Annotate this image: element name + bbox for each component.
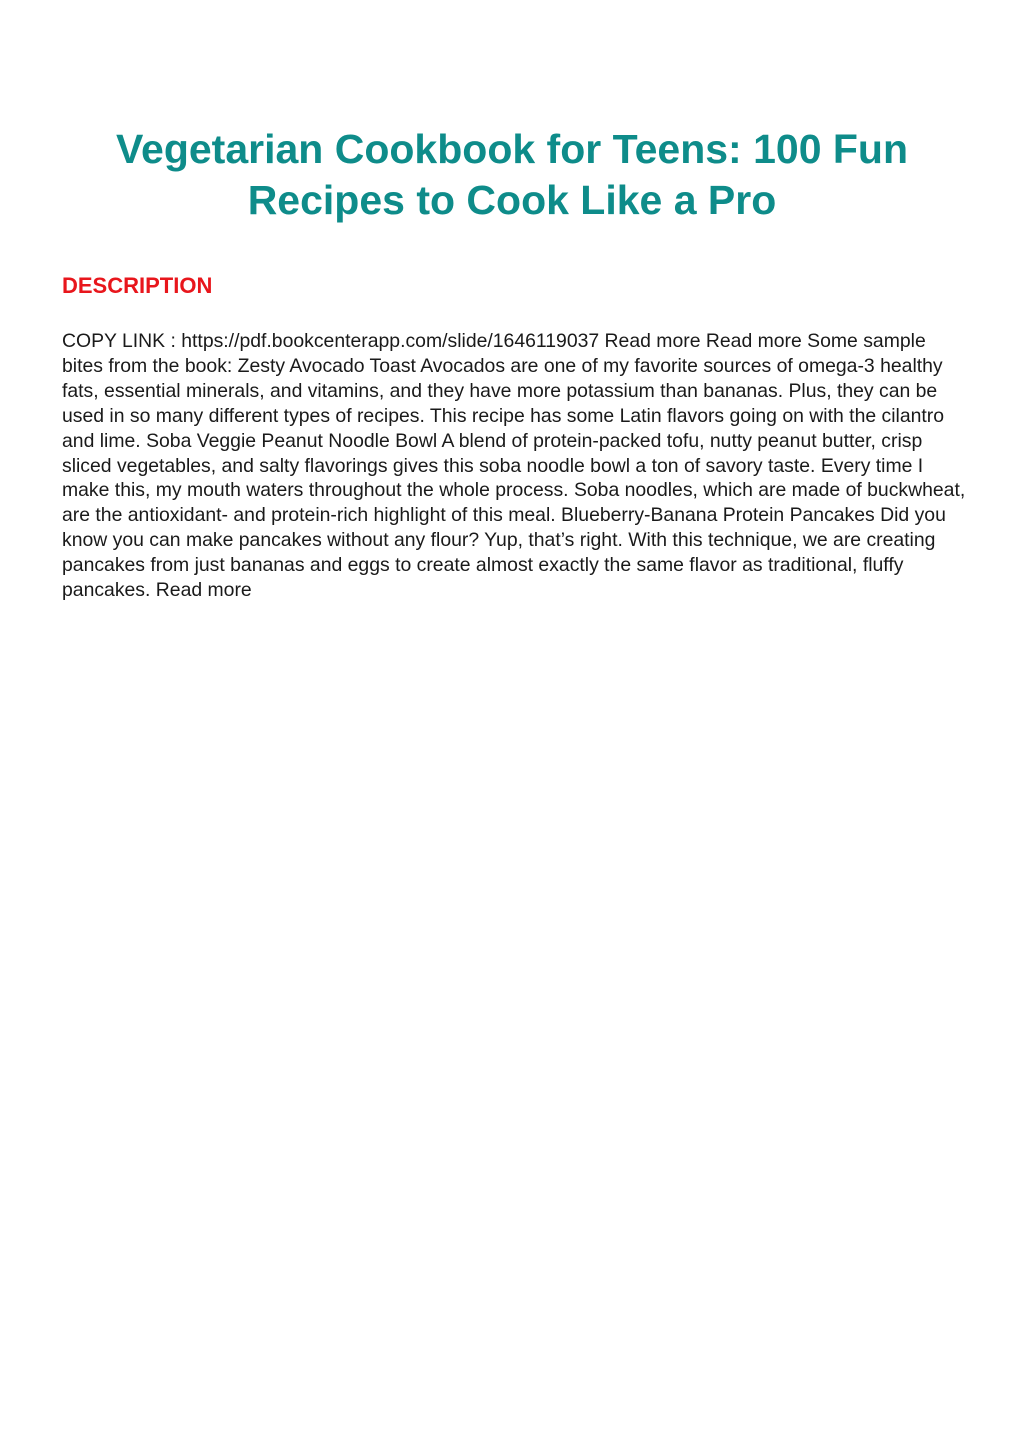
description-text: COPY LINK : https://pdf.bookcenterapp.com/slide/1646119037 Read more Read more Some sample bites from the book: Zesty Avocado Toast Avocados are one of my favorite sources of omega-3 healthy fats, essential minerals, and vitamins, and they have more potassium than bananas. Plus, they can be used in so many different types of recipes. This recipe has some Latin flavors going on with the cilantro and lime. Soba Veggie Peanut Noodle Bowl A blend of protein-packed tofu, nutty peanut butter, crisp sliced vegetables, and salty flavorings gives this soba noodle bowl a ton of savory taste. Every time I make this, my mouth waters throughout the whole process. Soba noodles, which are made of buckwheat, are the antioxidant- and protein-rich highlight of this meal. Blueberry-Banana Protein Pancakes Did you know you can make pancakes without any flour? Yup, that’s right. With this technique, we are creating pancakes from just bananas and eggs to create almost exactly the same flavor as traditional, fluffy pancakes. Read more [62, 330, 966, 602]
document-title: Vegetarian Cookbook for Teens: 100 Fun Recipes to Cook Like a Pro [115, 126, 909, 223]
section-heading-description: DESCRIPTION [62, 273, 213, 298]
